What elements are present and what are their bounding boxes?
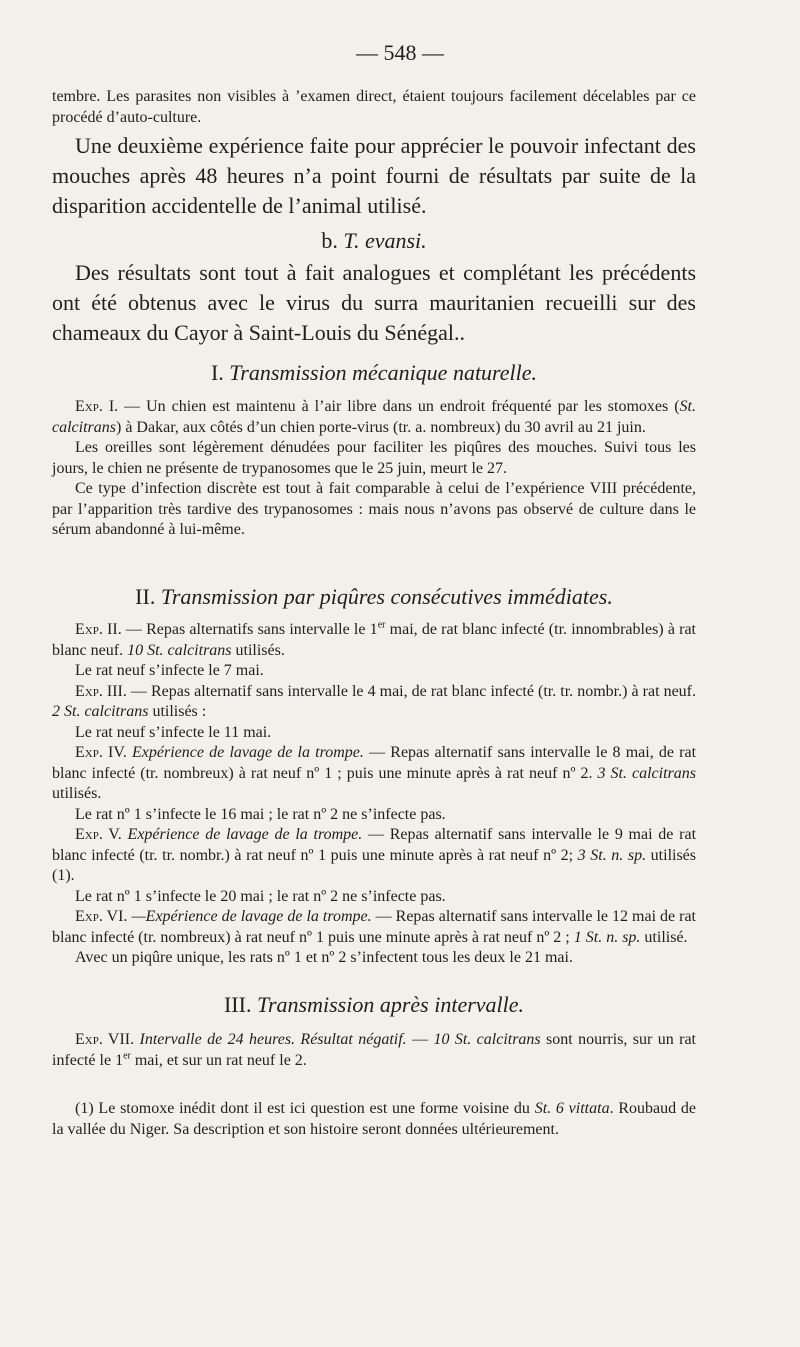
- experiment-text: utilisés (1).: [52, 846, 697, 884]
- experiment-2-result: Le rat neuf s’infecte le 7 mai.: [75, 662, 264, 679]
- experiment-3-result: Le rat neuf s’infecte le 11 mai.: [75, 723, 272, 741]
- experiment-6-result: Avec un piqûre unique, les rats nº 1 et nº 2 s’infectent tous les deux le 21 mai.: [75, 949, 573, 966]
- experiment-text: mai, et sur un rat neuf le 2.: [130, 1051, 307, 1069]
- experiment-text: utilisés.: [52, 785, 102, 802]
- experiment-title: —Expérience de lavage de la trompe.: [127, 908, 372, 925]
- experiment-text: ) à Dakar, aux côtés d’un chien porte-virus (tr. a. nombreux) du 30 avril au 21 juin.: [116, 418, 646, 436]
- footnote: [52, 1099, 696, 1140]
- section-title-2: [52, 584, 696, 610]
- experiment-text: — Repas alternatif sans intervalle le 4 mai, de rat blanc infecté (tr. tr. nombr.) à rat neuf.: [126, 682, 696, 700]
- experiment-text: — Un chien est maintenu à l’air libre dans un endroit fréquenté par les stomoxes (: [118, 398, 680, 415]
- species-name: 1 St. n. sp.: [573, 928, 641, 946]
- experiment-title: Intervalle de 24 heures. Résultat négatif.: [139, 1031, 407, 1048]
- experiment-1: [52, 397, 696, 438]
- experiment-4: [52, 743, 696, 805]
- experiment-text: — Repas alternatif sans intervalle le 9 mai de rat blanc infecté (tr. tr. nombr.) à rat neuf nº 1 puis une minute après à rat neuf nº 2;: [52, 826, 697, 864]
- section-heading: Transmission mécanique naturelle.: [229, 360, 538, 385]
- superscript: er: [123, 1050, 131, 1062]
- species-name: 10 St. calcitrans: [433, 1031, 541, 1048]
- section-title-1: [52, 360, 696, 386]
- experiment-4-result: Le rat nº 1 s’infecte le 16 mai ; le rat nº 2 ne s’infecte pas.: [75, 805, 446, 823]
- section-number: I.: [210, 360, 224, 385]
- superscript: er: [377, 619, 386, 631]
- experiment-label: Exp. V.: [75, 826, 122, 843]
- experiment-text: — Repas alternatifs sans intervalle le 1: [121, 621, 378, 638]
- experiment-label: Exp. VII.: [75, 1031, 135, 1048]
- experiment-5: [52, 825, 696, 887]
- section-title-3: [52, 992, 696, 1018]
- experiment-label: Exp. IV.: [75, 744, 127, 761]
- experiment-label: Exp. II.: [75, 621, 122, 638]
- paragraph-results: Des résultats sont tout à fait analogues et complétant les précédents ont été obtenus avec le virus du surra mauritanien recueilli sur des chameaux du Cayor à Saint-Louis du Sénégal..: [52, 260, 696, 345]
- species-name: 3 St. calcitrans: [597, 764, 696, 782]
- footnote-text: (1) Le stomoxe inédit dont il est ici question est une forme voisine du: [75, 1100, 535, 1117]
- experiment-text: utilisés :: [148, 703, 207, 720]
- experiment-title: Expérience de lavage de la trompe.: [127, 826, 363, 843]
- experiment-label: Exp. I.: [75, 398, 119, 415]
- experiment-text: — Repas alternatif sans intervalle le 12 mai de rat blanc infecté (tr. nombreux) à rat neuf nº 1 puis une minute après à rat neuf nº 2 ;: [52, 908, 696, 946]
- section-heading: Transmission après intervalle.: [256, 992, 525, 1017]
- footnote-text: . Roubaud de la vallée du Niger. Sa description et son histoire seront données ultérieurement.: [52, 1100, 697, 1138]
- species-name: 10 St. calcitrans: [127, 641, 232, 659]
- experiment-text: mai, de rat blanc infecté (tr. innombrables) à rat blanc neuf.: [52, 621, 697, 659]
- paragraph-second-experiment: Une deuxième expérience faite pour apprécier le pouvoir infectant des mouches après 48 heures n’a point fourni de résultats par suite de la disparition accidentelle de l’animal utilisé.: [52, 133, 696, 218]
- section-number: III.: [223, 992, 252, 1017]
- section-1-body: [52, 397, 696, 541]
- subheading-prefix: b.: [321, 228, 338, 253]
- paragraph-continuation: tembre. Les parasites non visibles à ’examen direct, étaient toujours facilement décelables par ce procédé d’auto-culture.: [52, 88, 696, 126]
- experiment-5-result: Le rat nº 1 s’infecte le 20 mai ; le rat nº 2 ne s’infecte pas.: [75, 887, 446, 905]
- species-name: 2 St. calcitrans: [52, 703, 149, 720]
- experiment-label: Exp. III.: [75, 682, 127, 700]
- species-name: 3 St. n. sp.: [577, 846, 647, 864]
- subheading-species: T. evansi.: [343, 228, 427, 253]
- section-3-body: [52, 1030, 696, 1071]
- experiment-2: [52, 620, 696, 661]
- section-heading: Transmission par piqûres consécutives immédiates.: [160, 584, 613, 609]
- experiment-label: Exp. VI.: [75, 908, 128, 925]
- section-number: II.: [135, 584, 156, 609]
- species-name: St. 6 vittata: [534, 1100, 610, 1117]
- experiment-text: utilisé.: [640, 928, 688, 946]
- species-name: St. calcitrans: [52, 398, 696, 436]
- experiment-6: [52, 907, 696, 948]
- experiment-text: —: [406, 1031, 434, 1048]
- experiment-text: sont nourris, sur un rat infecté le 1: [52, 1031, 696, 1069]
- experiment-text: — Repas alternatif sans intervalle le 8 mai, de rat blanc infecté (tr. nombreux) à rat neuf nº 1 ; puis une minute après à rat neuf nº 2.: [52, 744, 697, 782]
- experiment-3: [52, 682, 696, 723]
- experiment-text: utilisés.: [231, 641, 285, 659]
- paragraph-ears: Les oreilles sont légèrement dénudées pour faciliter les piqûres des mouches. Suivi tous les jours, le chien ne présente de trypanosomes que le 25 juin, meurt le 27.: [52, 439, 696, 477]
- page-number: — 548 —: [356, 40, 444, 65]
- paragraph-infection-type: Ce type d’infection discrète est tout à fait comparable à celui de l’expérience VIII précédente, par l’apparition très tardive des trypanosomes : mais nous n’avons pas observé de culture dans le sérum abandonné à lui-même.: [52, 480, 696, 538]
- section-2-body: [52, 620, 696, 969]
- experiment-title: Expérience de lavage de la trompe.: [132, 744, 364, 761]
- subheading-t-evansi: [52, 226, 696, 256]
- experiment-7: [52, 1030, 696, 1071]
